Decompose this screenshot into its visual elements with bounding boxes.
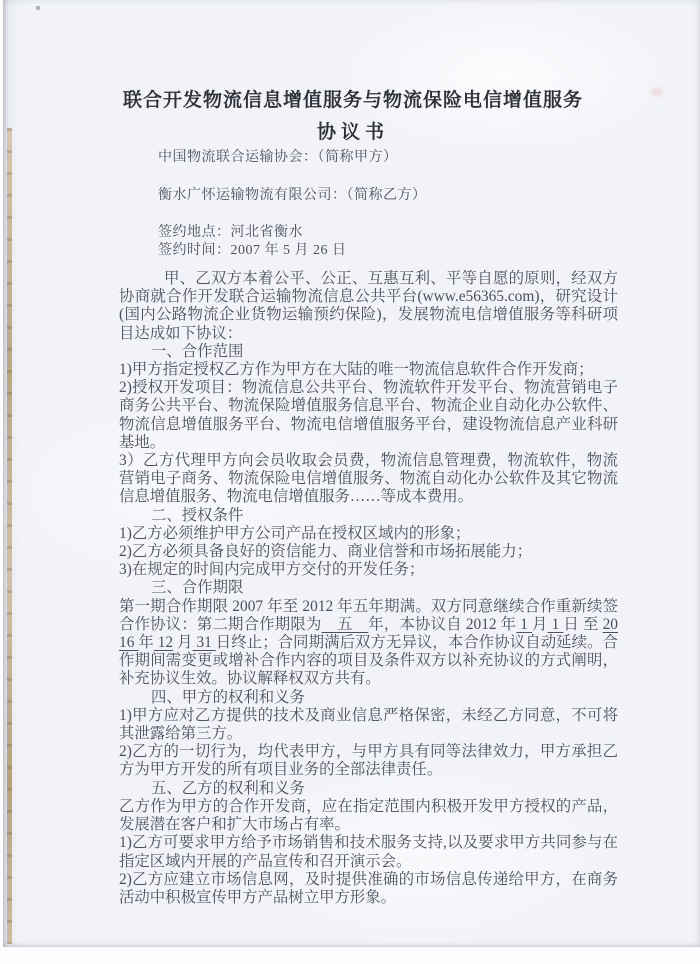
document-title: 联合开发物流信息增值服务与物流保险电信增值服务 [122, 90, 583, 111]
party-a-line: 中国物流联合运输协会：（简称甲方） [158, 150, 398, 165]
binding-edge-strip [7, 128, 12, 944]
section-1-item-2: 2)授权开发项目：物流信息公共平台、物流软件开发平台、物流营销电子商务公共平台、物流保险增值服务信息平台、物流企业自动化办公软件、物流信息增值服务平台、物流电信增值服务平台，建设物流信息产业科研基地。 [119, 379, 618, 451]
section-2-item-3: 3)在规定的时间内完成甲方交付的开发任务； [119, 561, 425, 579]
section-5-intro: 乙方作为甲方的合作开发商，应在指定范围内积极开发甲方授权的产品，发展潜在客户和扩大市场占有率。 [119, 797, 618, 834]
contract-body [119, 270, 618, 907]
scan-speck [36, 6, 40, 10]
section-2-heading: 二、授权条件 [151, 506, 244, 524]
section-1-heading: 一、合作范围 [151, 342, 244, 360]
section-2-item-2: 2)乙方必须具备良好的资信能力、商业信誉和市场拓展能力； [119, 543, 532, 561]
sign-date-line: 签约时间：2007 年 5 月 26 日 [158, 243, 347, 258]
document-subtitle: 协议书 [316, 122, 389, 143]
section-3-heading: 三、合作期限 [151, 579, 244, 597]
section-4-item-2: 2)乙方的一切行为，均代表甲方，与甲方具有同等法律效力，甲方承担乙方为甲方开发的所有项目业务的全部法律责任。 [119, 743, 618, 779]
section-1-item-3: 3）乙方代理甲方向会员收取会员费，物流信息管理费，物流软件，物流营销电子商务、物流保险电信增值服务、物流自动化办公软件及其它物流信息增值服务、物流电信增值服务……等成本费用。 [119, 452, 618, 506]
section-4-item-1: 1)甲方应对乙方提供的技术及商业信息严格保密，未经乙方同意，不可将其泄露给第三方。 [119, 706, 618, 743]
paper-sheet [3, 0, 700, 947]
sign-place-line: 签约地点：河北省衡水 [158, 225, 303, 240]
section-2-item-1: 1)乙方必须维护甲方公司产品在授权区域内的形象； [119, 524, 471, 542]
section-1-item-1: 1)甲方指定授权乙方作为甲方在大陆的唯一物流信息软件合作开发商； [119, 361, 594, 379]
preamble-paragraph: 甲、乙双方本着公平、公正、互惠互利、平等自愿的原则，经双方协商就合作开发联合运输物流信息公共平台(www.e56365.com)，研究设计(国内公路物流企业货物运输预约保险)，发展物流电信增值服务等科研项目达成如下协议： [119, 270, 618, 342]
section-4-heading: 四、甲方的权利和义务 [151, 688, 305, 706]
section-5-item-2: 2)乙方应建立市场信息网，及时提供准确的市场信息传递给甲方，在商务活动中积极宣传甲方产品树立甲方形象。 [119, 870, 618, 906]
section-5-item-1: 1)乙方可要求甲方给予市场销售和技术服务支持,以及要求甲方共同参与在指定区域内开展的产品宣传和召开演示会。 [119, 834, 618, 870]
section-3-term-paragraph: 第一期合作期限 2007 年至 2012 年五年期满。双方同意继续合作重新续签合作协议：第二期合作期限为 五 年，本协议自 2012 年 1 月 1 日 至 2016 年 12 月 31 日终止；合同期满后双方无异议，本合作协议自动延续。合作期间需变更或增补合作内容的项目及条件双方以补充协议的方式阐明，补充协议生效。协议解释权双方共有。 [119, 597, 618, 688]
party-b-line: 衡水广怀运输物流有限公司：（简称乙方） [158, 188, 427, 203]
section-5-heading: 五、乙方的权利和义务 [151, 779, 305, 797]
